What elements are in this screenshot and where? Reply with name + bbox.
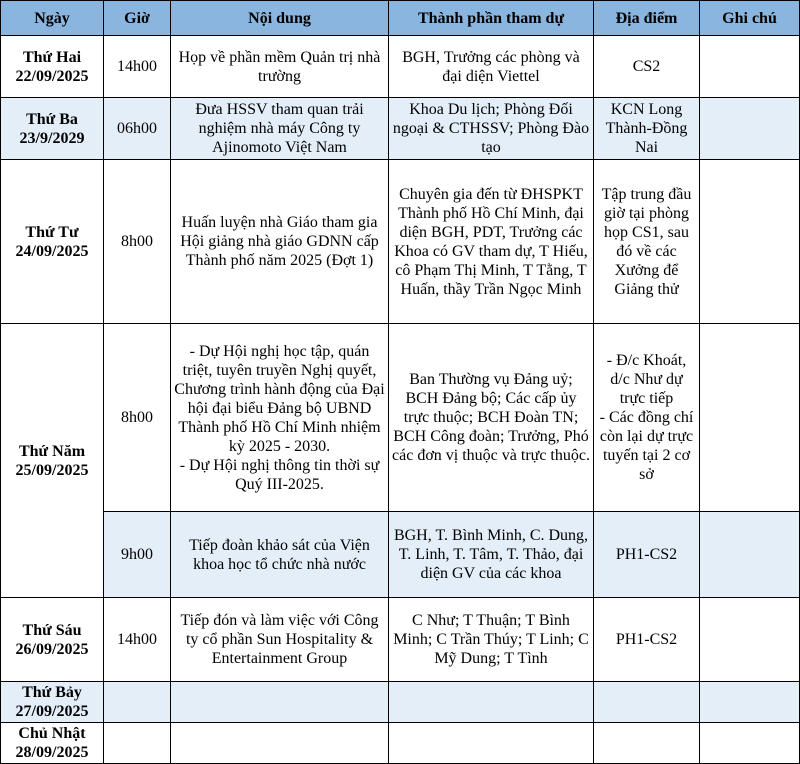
header-note: Ghi chú — [700, 1, 800, 36]
participants-cell — [389, 723, 594, 764]
content-cell: Tiếp đoàn khảo sát của Viện khoa học tổ chức nhà nước — [171, 512, 389, 598]
location-cell — [594, 723, 700, 764]
content-cell: Huấn luyện nhà Giáo tham gia Hội giảng nhà giáo GDNN cấp Thành phố năm 2025 (Đợt 1) — [171, 160, 389, 324]
time-cell: 8h00 — [104, 324, 171, 512]
table-row — [1, 512, 800, 598]
note-cell — [700, 98, 800, 160]
day-cell — [1, 160, 104, 324]
time-cell: 06h00 — [104, 98, 171, 160]
table-row — [1, 598, 800, 682]
header-participants: Thành phần tham dự — [389, 1, 594, 36]
note-cell — [700, 682, 800, 723]
note-cell — [700, 512, 800, 598]
day-name: Thứ Sáu — [22, 621, 82, 639]
day-cell — [1, 682, 104, 723]
table-row — [1, 723, 800, 764]
note-cell — [700, 160, 800, 324]
day-date: 23/9/2029 — [19, 129, 85, 147]
day-date: 22/09/2025 — [15, 67, 89, 85]
day-date: 27/09/2025 — [15, 703, 89, 720]
header-location: Địa điểm — [594, 1, 700, 36]
day-name: Thứ Bảy — [22, 684, 82, 701]
participants-cell — [389, 682, 594, 723]
content-cell — [171, 324, 389, 512]
location-cell: CS2 — [594, 36, 700, 98]
day-name: Chủ Nhật — [18, 725, 86, 742]
day-date: 25/09/2025 — [15, 461, 89, 479]
table-row — [1, 36, 800, 98]
participants-cell: BGH, Trưởng các phòng và đại diện Viettel — [389, 36, 594, 98]
header-content: Nội dung — [171, 1, 389, 36]
day-cell — [1, 324, 104, 598]
time-cell: 14h00 — [104, 598, 171, 682]
content-item: - Dự Hội nghị học tập, quán triệt, tuyên truyền Nghị quyết, Chương trình hành động của Đại hội đại biểu Đảng bộ UBND Thành phố Hồ Chí Minh nhiệm kỳ 2025 - 2030. — [174, 342, 385, 455]
day-name: Thứ Năm — [18, 442, 86, 460]
location-cell: PH1-CS2 — [594, 512, 700, 598]
table-row — [1, 160, 800, 324]
header-time: Giờ — [104, 1, 171, 36]
content-cell: Họp về phần mềm Quản trị nhà trường — [171, 36, 389, 98]
table-row — [1, 682, 800, 723]
participants-cell: C Như; T Thuận; T Bình Minh; C Trần Thúy; T Linh; C Mỹ Dung; T Tình — [389, 598, 594, 682]
note-cell — [700, 598, 800, 682]
content-cell: Tiếp đón và làm việc với Công ty cổ phần Sun Hospitality & Entertainment Group — [171, 598, 389, 682]
participants-cell: Khoa Du lịch; Phòng Đối ngoại & CTHSSV; Phòng Đào tạo — [389, 98, 594, 160]
note-cell — [700, 723, 800, 764]
participants-cell: Chuyên gia đến từ ĐHSPKT Thành phố Hồ Chí Minh, đại diện BGH, PDT, Trưởng các Khoa có GV tham dự, T Hiếu, cô Phạm Thị Minh, T Tằng, T Huấn, thầy Trần Ngọc Minh — [389, 160, 594, 324]
note-cell — [700, 324, 800, 512]
day-cell — [1, 36, 104, 98]
day-date: 24/09/2025 — [15, 242, 89, 260]
day-name: Thứ Hai — [22, 48, 82, 66]
time-cell — [104, 682, 171, 723]
location-cell — [594, 324, 700, 512]
header-day: Ngày — [1, 1, 104, 36]
note-cell — [700, 36, 800, 98]
day-cell — [1, 598, 104, 682]
day-cell — [1, 98, 104, 160]
location-cell — [594, 682, 700, 723]
location-item: - Các đồng chí còn lại dự trực tuyến tại 2 cơ sở — [599, 409, 694, 483]
day-name: Thứ Ba — [26, 110, 78, 128]
content-item: - Dự Hội nghị thông tin thời sự Quý III-2025. — [179, 456, 380, 493]
time-cell: 9h00 — [104, 512, 171, 598]
table-row — [1, 324, 800, 512]
table-row — [1, 98, 800, 160]
location-cell: PH1-CS2 — [594, 598, 700, 682]
day-date: 26/09/2025 — [15, 640, 89, 658]
time-cell — [104, 723, 171, 764]
content-cell — [171, 723, 389, 764]
time-cell: 14h00 — [104, 36, 171, 98]
day-cell — [1, 723, 104, 764]
day-date: 28/09/2025 — [15, 744, 89, 761]
location-item: - Đ/c Khoát, d/c Như dự trực tiếp — [606, 352, 687, 407]
participants-cell: BGH, T. Bình Minh, C. Dung, T. Linh, T. Tâm, T. Thảo, đại diện GV của các khoa — [389, 512, 594, 598]
participants-cell: Ban Thường vụ Đảng uỷ; BCH Đảng bộ; Các cấp ủy trực thuộc; BCH Đoàn TN; BCH Công đoàn; Trưởng, Phó các đơn vị thuộc và trực thuộc. — [389, 324, 594, 512]
day-name: Thứ Tư — [25, 223, 79, 241]
location-cell: KCN Long Thành-Đồng Nai — [594, 98, 700, 160]
header-row — [1, 1, 800, 36]
time-cell: 8h00 — [104, 160, 171, 324]
content-cell: Đưa HSSV tham quan trải nghiệm nhà máy Công ty Ajinomoto Việt Nam — [171, 98, 389, 160]
content-cell — [171, 682, 389, 723]
location-cell: Tập trung đầu giờ tại phòng họp CS1, sau đó về các Xưởng để Giảng thử — [594, 160, 700, 324]
